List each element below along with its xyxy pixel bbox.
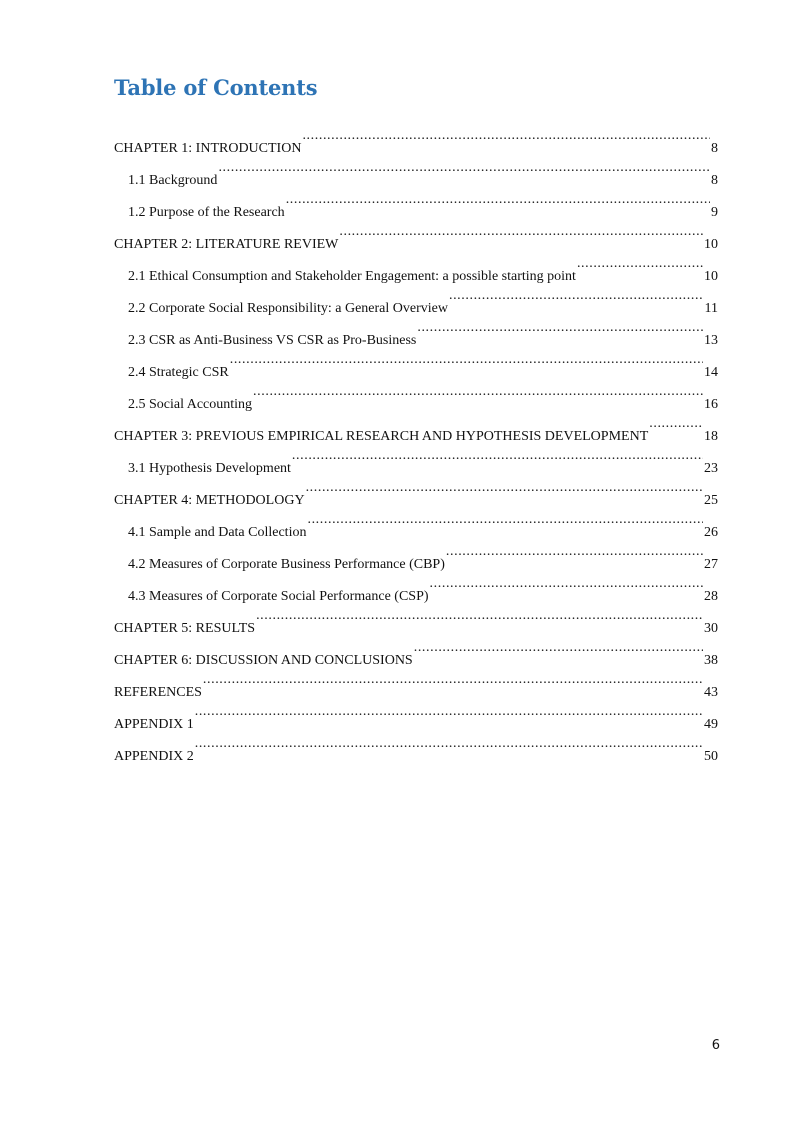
toc-entry-page: 26	[704, 525, 718, 540]
toc-entry-page: 18	[704, 429, 718, 444]
toc-entry-page: 14	[704, 365, 718, 380]
toc-entry-page: 25	[704, 493, 718, 508]
toc-entry-page: 43	[704, 685, 718, 700]
toc-entry-label[interactable]: APPENDIX 1	[114, 717, 194, 732]
toc-entry-page: 49	[704, 717, 718, 732]
toc-entry-page: 11	[704, 301, 718, 316]
toc-dot-leader	[253, 376, 703, 408]
toc-list	[114, 120, 718, 764]
toc-entry-label[interactable]: CHAPTER 1: INTRODUCTION	[114, 141, 302, 156]
toc-entry[interactable]	[114, 696, 718, 732]
toc-dot-leader	[414, 632, 703, 664]
page-number: 6	[711, 1038, 720, 1053]
toc-dot-leader	[339, 216, 703, 248]
toc-entry[interactable]	[114, 120, 718, 156]
toc-entry-label[interactable]: APPENDIX 2	[114, 749, 194, 764]
toc-dot-leader	[449, 280, 704, 312]
toc-entry-label[interactable]: 2.1 Ethical Consumption and Stakeholder Engagement: a possible starting point	[128, 269, 576, 284]
toc-entry-label[interactable]: 2.4 Strategic CSR	[128, 365, 229, 380]
toc-entry-page: 23	[704, 461, 718, 476]
toc-entry-page: 50	[704, 749, 718, 764]
toc-entry-label[interactable]: 4.2 Measures of Corporate Business Performance (CBP)	[128, 557, 445, 572]
toc-entry-label[interactable]: CHAPTER 6: DISCUSSION AND CONCLUSIONS	[114, 653, 413, 668]
toc-entry-label[interactable]: REFERENCES	[114, 685, 202, 700]
toc-dot-leader	[649, 408, 703, 440]
toc-entry[interactable]	[114, 728, 718, 764]
toc-entry-label[interactable]: 3.1 Hypothesis Development	[128, 461, 291, 476]
toc-entry-page: 27	[704, 557, 718, 572]
toc-dot-leader	[430, 568, 703, 600]
toc-dot-leader	[307, 504, 703, 536]
toc-entry-label[interactable]: CHAPTER 2: LITERATURE REVIEW	[114, 237, 339, 252]
toc-entry[interactable]	[114, 664, 718, 700]
toc-entry-page: 38	[704, 653, 718, 668]
toc-dot-leader	[218, 152, 710, 184]
toc-entry-label[interactable]: 1.2 Purpose of the Research	[128, 205, 285, 220]
toc-dot-leader	[203, 664, 703, 696]
toc-entry-label[interactable]: 2.2 Corporate Social Responsibility: a General Overview	[128, 301, 448, 316]
toc-dot-leader	[306, 472, 703, 504]
toc-dot-leader	[195, 696, 703, 728]
toc-entry-page: 8	[711, 173, 718, 188]
toc-entry-label[interactable]: 4.3 Measures of Corporate Social Performance (CSP)	[128, 589, 429, 604]
toc-entry-label[interactable]: 4.1 Sample and Data Collection	[128, 525, 307, 540]
toc-dot-leader	[577, 248, 703, 280]
toc-entry-label[interactable]: CHAPTER 5: RESULTS	[114, 621, 256, 636]
toc-entry-label[interactable]: 2.3 CSR as Anti-Business VS CSR as Pro-Business	[128, 333, 417, 348]
toc-heading: Table of Contents	[114, 75, 318, 100]
toc-dot-leader	[195, 728, 703, 760]
toc-dot-leader	[292, 440, 703, 472]
toc-entry-page: 8	[711, 141, 718, 156]
toc-entry-page: 16	[704, 397, 718, 412]
toc-entry-label[interactable]: CHAPTER 4: METHODOLOGY	[114, 493, 305, 508]
toc-entry-label[interactable]: 1.1 Background	[128, 173, 218, 188]
toc-entry-page: 13	[704, 333, 718, 348]
toc-dot-leader	[417, 312, 703, 344]
toc-dot-leader	[302, 120, 710, 152]
toc-entry-label[interactable]: 2.5 Social Accounting	[128, 397, 253, 412]
toc-entry-page: 9	[711, 205, 718, 220]
toc-dot-leader	[256, 600, 703, 632]
toc-entry-page: 28	[704, 589, 718, 604]
toc-entry-page: 10	[704, 237, 718, 252]
toc-entry-page: 30	[704, 621, 718, 636]
toc-dot-leader	[230, 344, 703, 376]
toc-dot-leader	[446, 536, 703, 568]
toc-entry-label[interactable]: CHAPTER 3: PREVIOUS EMPIRICAL RESEARCH AND HYPOTHESIS DEVELOPMENT	[114, 429, 649, 444]
toc-dot-leader	[286, 184, 710, 216]
toc-entry-page: 10	[704, 269, 718, 284]
